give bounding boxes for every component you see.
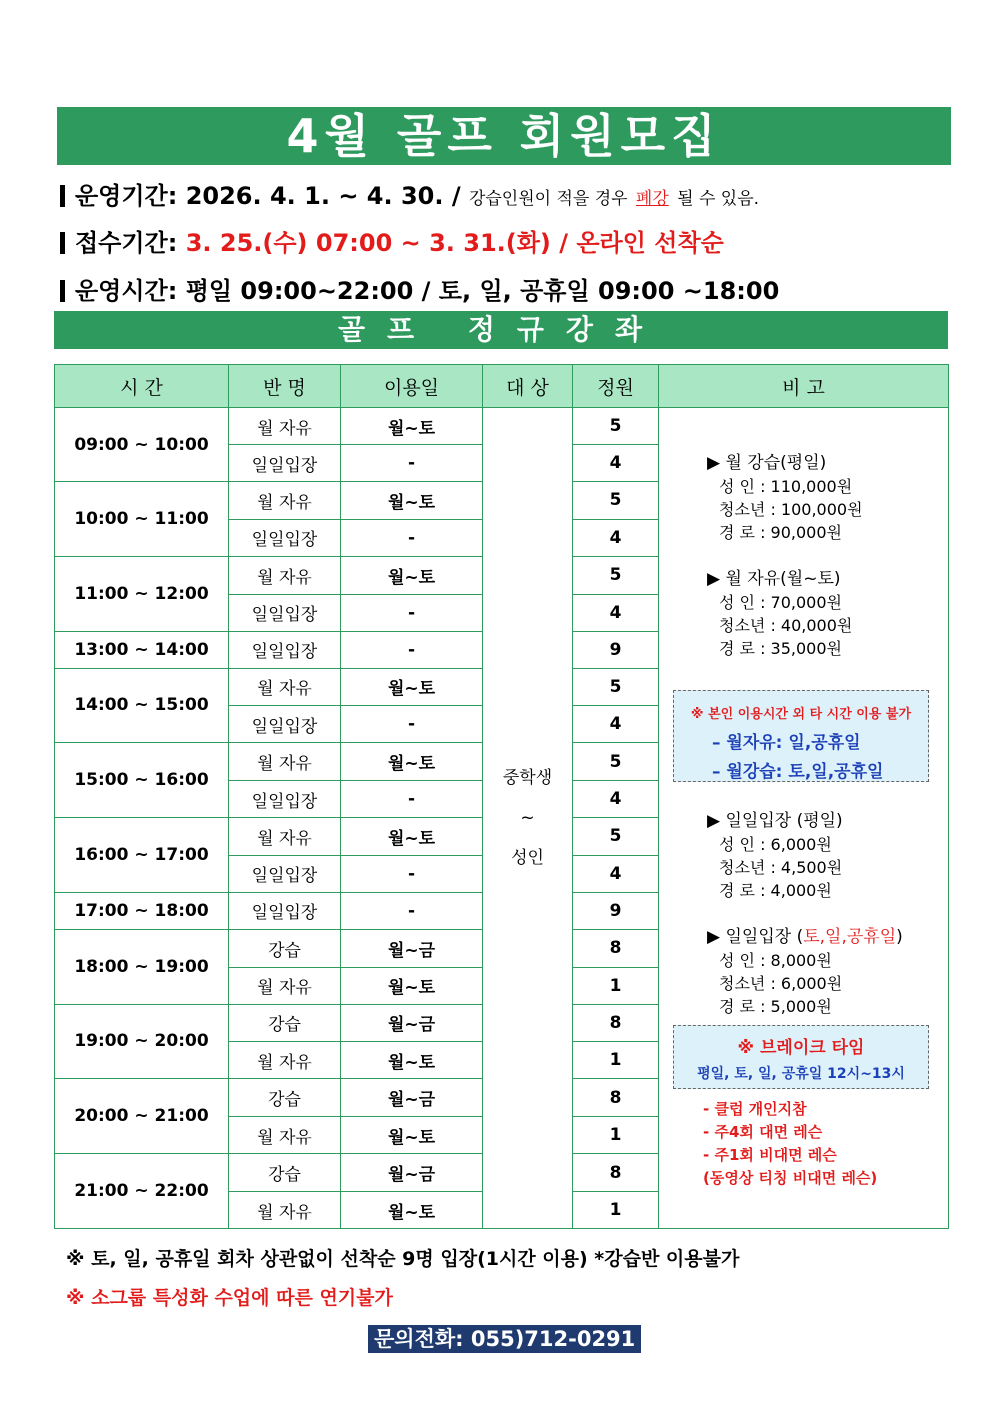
class-cell: 월 자유: [229, 408, 341, 445]
days-cell: 월~토: [341, 668, 483, 706]
break-title: ※ 브레이크 타임: [737, 1038, 865, 1058]
class-cell: 월 자유: [229, 1117, 341, 1154]
days-cell: 월~금: [341, 1004, 483, 1042]
header-time: 시 간: [55, 365, 229, 408]
capacity-cell: 9: [573, 892, 659, 929]
price-row: 청소년 : 6,000원: [719, 974, 843, 993]
page-title: 4월 골프 회원모집: [57, 107, 951, 165]
lesson-info-line: (동영상 티칭 비대면 레슨): [703, 1169, 878, 1187]
target-cell: [483, 408, 573, 1229]
capacity-cell: 8: [573, 1154, 659, 1192]
time-cell: 11:00 ~ 12:00: [55, 556, 229, 631]
days-cell: 월~토: [341, 408, 483, 445]
target-line: ~: [520, 808, 535, 828]
class-cell: 월 자유: [229, 743, 341, 781]
period-value: 2026. 4. 1. ~ 4. 30. /: [185, 182, 461, 210]
notes-cell: [659, 408, 949, 1229]
days-cell: -: [341, 706, 483, 743]
class-cell: 강습: [229, 1004, 341, 1042]
capacity-cell: 5: [573, 556, 659, 594]
class-cell: 강습: [229, 1154, 341, 1192]
class-cell: 월 자유: [229, 1192, 341, 1229]
price-row: 청소년 : 100,000원: [719, 500, 863, 519]
class-cell: 일일입장: [229, 855, 341, 892]
bullet-bar: [60, 232, 65, 254]
warning-title: ※ 본인 이용시간 외 타 시간 이용 불가: [690, 707, 912, 722]
capacity-cell: 8: [573, 1004, 659, 1042]
days-cell: 월~토: [341, 1192, 483, 1229]
class-cell: 일일입장: [229, 706, 341, 743]
capacity-cell: 1: [573, 967, 659, 1004]
reception-label: 접수기간:: [75, 229, 178, 257]
table-header-row: [55, 365, 949, 408]
class-cell: 월 자유: [229, 967, 341, 1004]
time-cell: 16:00 ~ 17:00: [55, 818, 229, 893]
class-cell: 월 자유: [229, 668, 341, 706]
capacity-cell: 5: [573, 408, 659, 445]
capacity-cell: 1: [573, 1042, 659, 1079]
header-target: 대 상: [483, 365, 573, 408]
price-row: 경 로 : 4,000원: [719, 881, 832, 900]
time-cell: 10:00 ~ 11:00: [55, 482, 229, 557]
class-cell: 일일입장: [229, 594, 341, 631]
days-cell: 월~금: [341, 1154, 483, 1192]
capacity-cell: 5: [573, 743, 659, 781]
capacity-cell: 4: [573, 445, 659, 482]
period-note-end: 될 수 있음.: [677, 189, 760, 209]
lesson-info-line: - 주1회 비대면 레슨: [703, 1146, 837, 1164]
footer-note: ※ 토, 일, 공휴일 회차 상관없이 선착순 9명 입장(1시간 이용) *강습반 이용불가: [66, 1248, 740, 1270]
lesson-info: [703, 1098, 877, 1190]
class-cell: 강습: [229, 929, 341, 967]
weekend-price-head: [707, 926, 903, 949]
usage-warning-box: [673, 690, 929, 782]
capacity-cell: 1: [573, 1192, 659, 1229]
warning-line: – 월자유: 일,공휴일: [712, 733, 861, 753]
lesson-price-head: ▶ 월 강습(평일): [707, 453, 827, 473]
free-price-block: [707, 568, 852, 660]
bullet-bar: [60, 280, 65, 302]
capacity-cell: 4: [573, 706, 659, 743]
capacity-cell: 1: [573, 1117, 659, 1154]
lesson-info-line: - 주4회 대면 레슨: [703, 1123, 823, 1141]
break-time: 평일, 토, 일, 공휴일 12시~13시: [697, 1066, 905, 1082]
days-cell: -: [341, 594, 483, 631]
header-class: 반 명: [229, 365, 341, 408]
daily-price-block: [707, 810, 843, 902]
weekend-head-suffix: ): [896, 927, 903, 947]
days-cell: 월~토: [341, 482, 483, 520]
price-row: 청소년 : 4,500원: [719, 858, 843, 877]
price-row: 청소년 : 40,000원: [719, 616, 853, 635]
table-row: [55, 408, 949, 445]
target-line: 성인: [511, 848, 544, 868]
period-note: 강습인원이 적을 경우: [468, 189, 628, 209]
class-cell: 일일입장: [229, 519, 341, 556]
operation-hours: [60, 271, 779, 306]
price-row: 경 로 : 35,000원: [719, 639, 843, 658]
time-cell: 19:00 ~ 20:00: [55, 1004, 229, 1079]
price-row: 경 로 : 90,000원: [719, 523, 843, 542]
days-cell: 월~토: [341, 818, 483, 856]
days-cell: 월~토: [341, 1042, 483, 1079]
time-cell: 20:00 ~ 21:00: [55, 1079, 229, 1154]
time-cell: 17:00 ~ 18:00: [55, 892, 229, 929]
class-cell: 일일입장: [229, 781, 341, 818]
capacity-cell: 4: [573, 594, 659, 631]
weekend-head-days: 토,일,공휴일: [803, 927, 897, 947]
price-row: 경 로 : 5,000원: [719, 997, 832, 1016]
daily-price-head: ▶ 일일입장 (평일): [707, 811, 843, 831]
price-row: 성 인 : 110,000원: [719, 477, 853, 496]
target-line: 중학생: [502, 768, 553, 788]
free-price-head: ▶ 월 자유(월~토): [707, 569, 841, 589]
class-cell: 일일입장: [229, 631, 341, 668]
period-label: 운영기간:: [75, 182, 178, 210]
time-cell: 15:00 ~ 16:00: [55, 743, 229, 818]
weekend-head-prefix: ▶ 일일입장 (: [707, 927, 804, 947]
class-cell: 월 자유: [229, 818, 341, 856]
days-cell: 월~토: [341, 1117, 483, 1154]
header-notes: 비 고: [659, 365, 949, 408]
break-time-box: [673, 1025, 929, 1089]
footer-warning: ※ 소그룹 특성화 수업에 따른 연기불가: [66, 1287, 393, 1309]
price-row: 성 인 : 70,000원: [719, 593, 843, 612]
schedule-table: [54, 364, 949, 1229]
capacity-cell: 8: [573, 1079, 659, 1117]
class-cell: 강습: [229, 1079, 341, 1117]
reception-period: [60, 223, 724, 258]
capacity-cell: 4: [573, 519, 659, 556]
weekend-price-block: [707, 926, 903, 1018]
header-days: 이용일: [341, 365, 483, 408]
capacity-cell: 5: [573, 482, 659, 520]
time-cell: 21:00 ~ 22:00: [55, 1154, 229, 1229]
capacity-cell: 5: [573, 668, 659, 706]
time-cell: 14:00 ~ 15:00: [55, 668, 229, 743]
capacity-cell: 4: [573, 781, 659, 818]
time-cell: 13:00 ~ 14:00: [55, 631, 229, 668]
class-cell: 월 자유: [229, 482, 341, 520]
days-cell: 월~토: [341, 743, 483, 781]
days-cell: 월~금: [341, 1079, 483, 1117]
warning-line: – 월강습: 토,일,공휴일: [712, 762, 884, 782]
reception-value: 3. 25.(수) 07:00 ~ 3. 31.(화) / 온라인 선착순: [185, 229, 724, 257]
section-title: 골프 정규강좌: [54, 311, 948, 349]
days-cell: 월~토: [341, 556, 483, 594]
price-row: 성 인 : 6,000원: [719, 835, 832, 854]
class-cell: 일일입장: [229, 445, 341, 482]
days-cell: -: [341, 855, 483, 892]
price-row: 성 인 : 8,000원: [719, 951, 832, 970]
class-cell: 일일입장: [229, 892, 341, 929]
hours-value: 평일 09:00~22:00 / 토, 일, 공휴일 09:00 ~18:00: [185, 277, 780, 305]
capacity-cell: 8: [573, 929, 659, 967]
days-cell: -: [341, 892, 483, 929]
days-cell: 월~금: [341, 929, 483, 967]
hours-label: 운영시간:: [75, 277, 178, 305]
days-cell: -: [341, 519, 483, 556]
days-cell: -: [341, 631, 483, 668]
days-cell: -: [341, 781, 483, 818]
class-cell: 월 자유: [229, 1042, 341, 1079]
bullet-bar: [60, 185, 65, 207]
days-cell: 월~토: [341, 967, 483, 1004]
time-cell: 09:00 ~ 10:00: [55, 408, 229, 482]
lesson-info-line: - 클럽 개인지참: [703, 1100, 807, 1118]
contact-phone: 문의전화: 055)712-0291: [368, 1325, 641, 1353]
time-cell: 18:00 ~ 19:00: [55, 929, 229, 1004]
days-cell: -: [341, 445, 483, 482]
capacity-cell: 9: [573, 631, 659, 668]
cancel-note: 폐강: [635, 189, 669, 209]
class-cell: 월 자유: [229, 556, 341, 594]
header-capacity: 정원: [573, 365, 659, 408]
capacity-cell: 4: [573, 855, 659, 892]
capacity-cell: 5: [573, 818, 659, 856]
operation-period: [60, 176, 759, 211]
lesson-price-block: [707, 452, 863, 544]
